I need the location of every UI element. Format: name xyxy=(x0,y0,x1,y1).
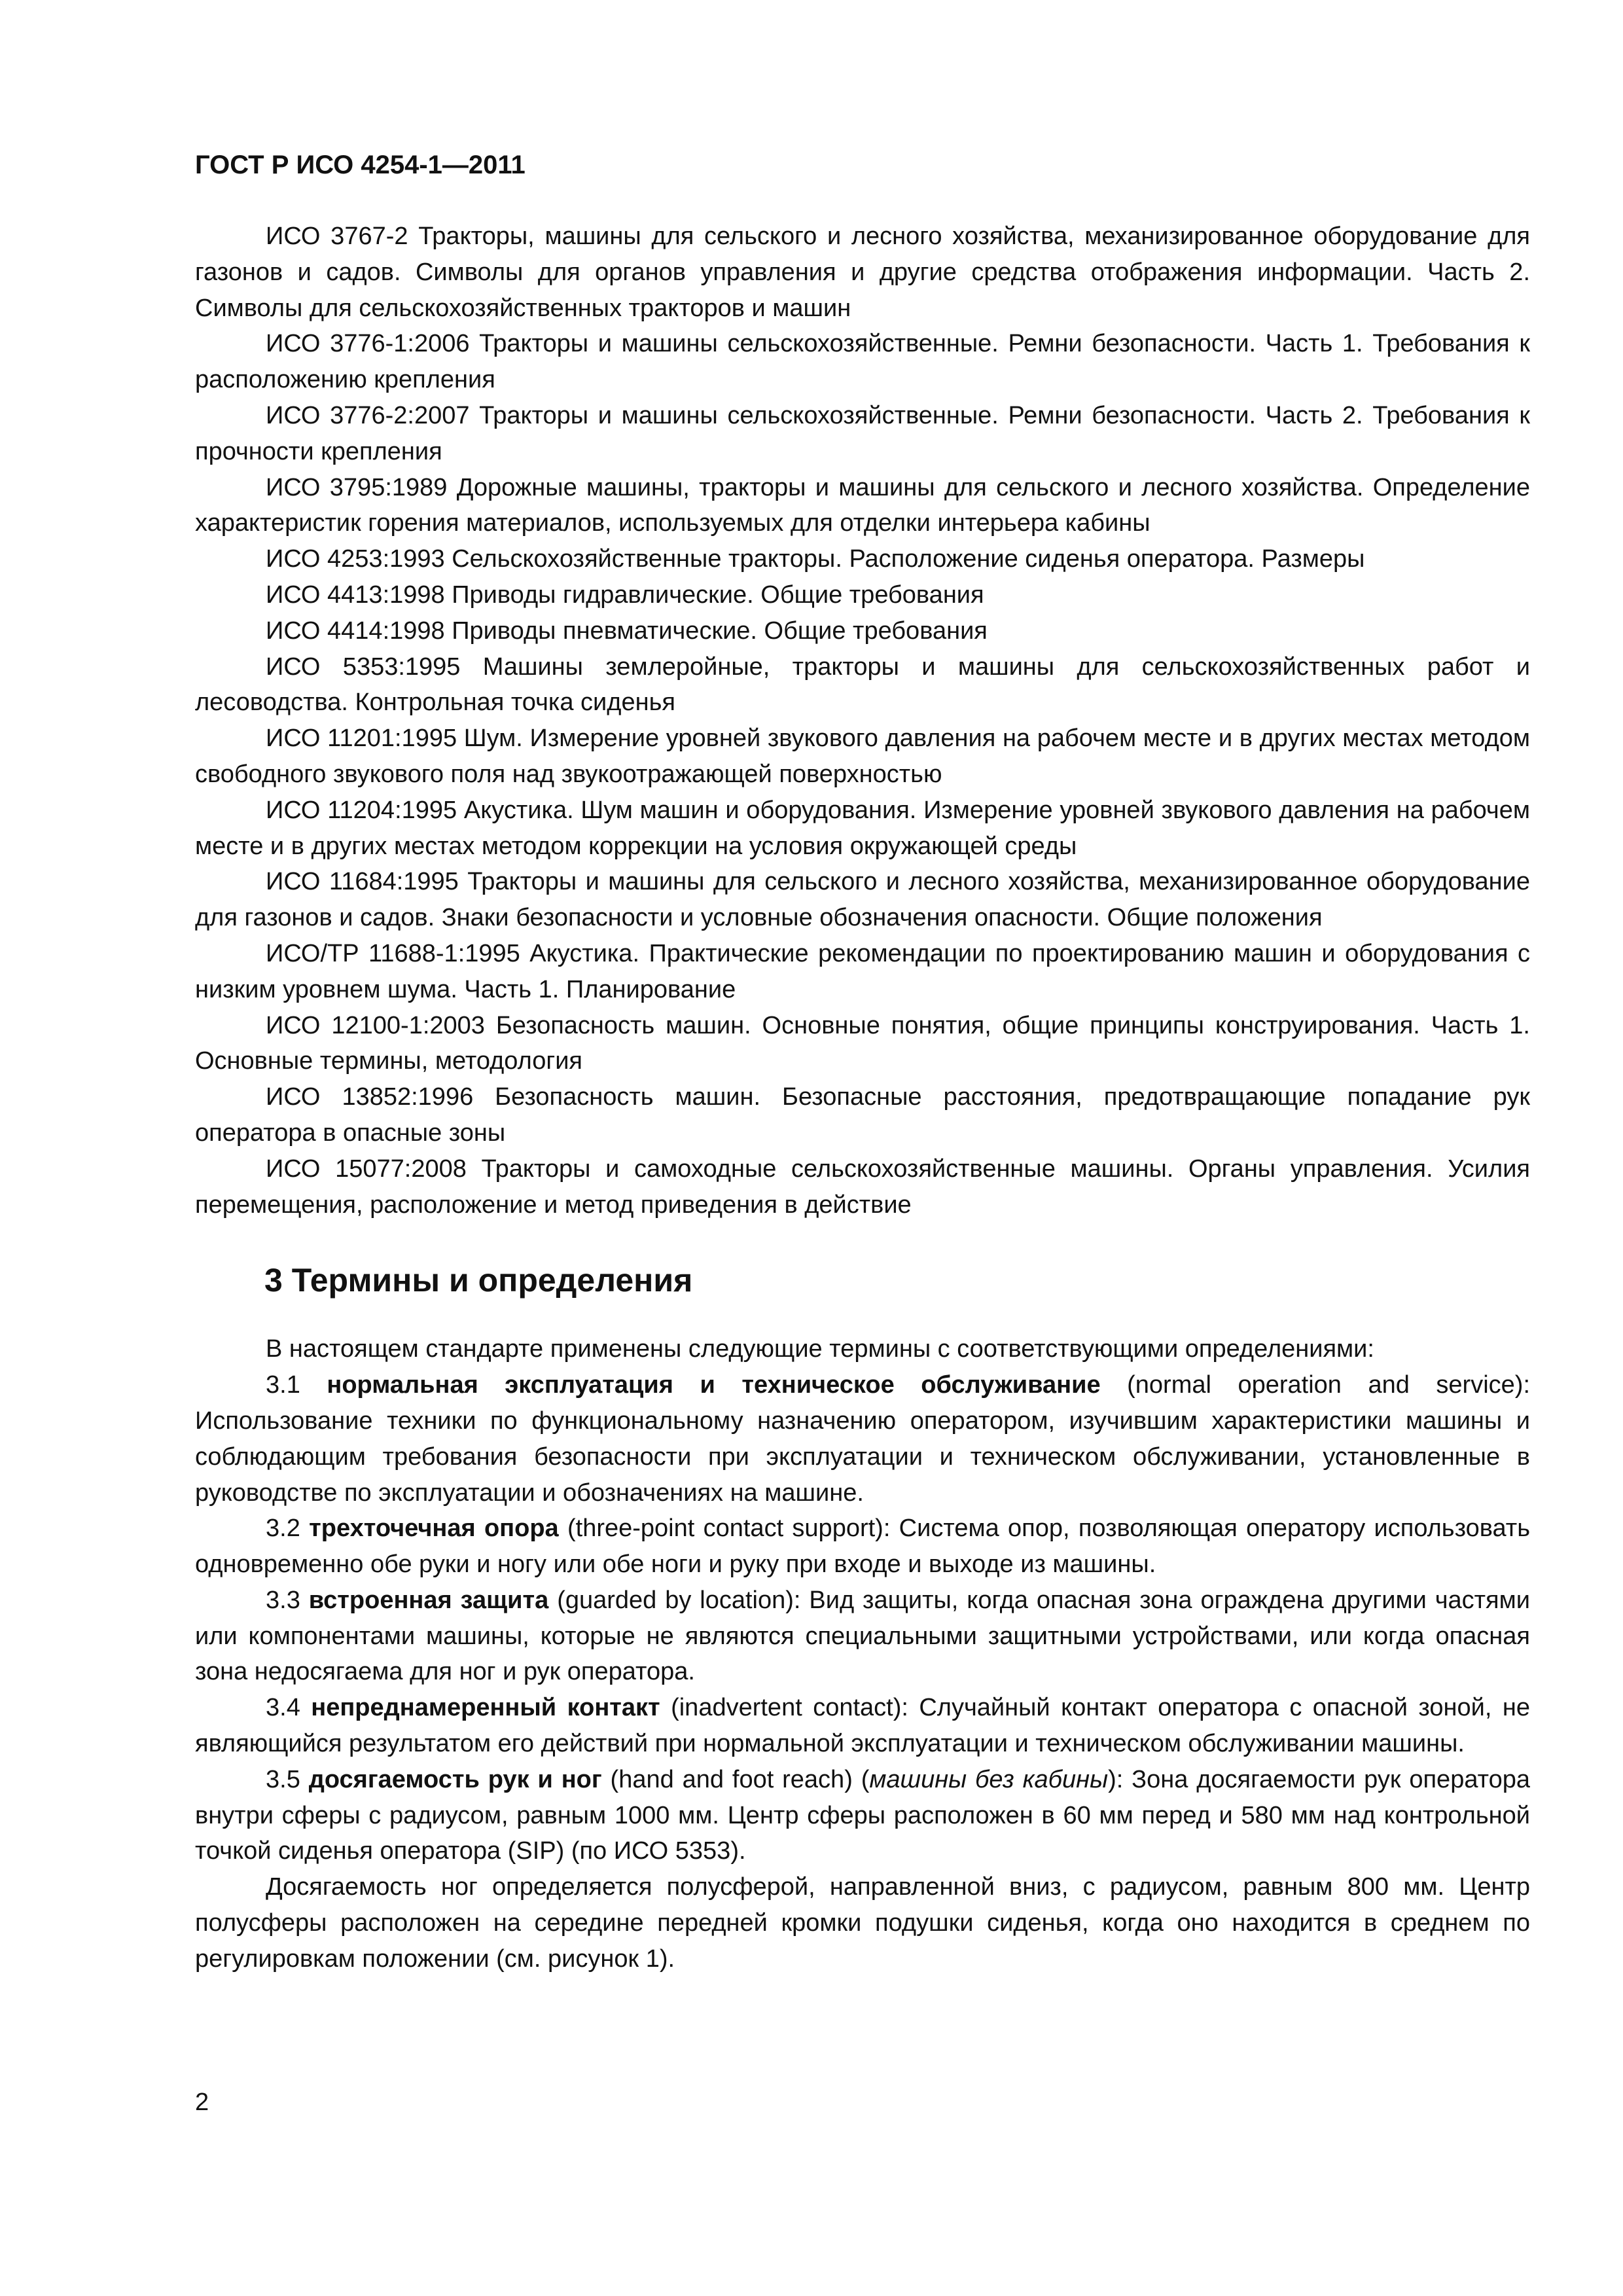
term-text: (three-point contact support): Система опор, позволяющая оператору использовать одновременно обе руки и ногу или обе ноги и руку при входе и выходе из машины. xyxy=(195,1515,1531,1579)
reference-item: ИСО 3767-2 Тракторы, машины для сельского и лесного хозяйства, механизированное оборудование для газонов и садов. Символы для органов управления и другие средства отображения информации. Часть 2. Символы для сельскохозяйственных тракторов и машин xyxy=(195,223,1530,322)
reference-item: ИСО 4413:1998 Приводы гидравлические. Общие требования xyxy=(266,581,984,609)
term-number: 3.4 xyxy=(266,1694,312,1722)
term-number: 3.3 xyxy=(266,1586,309,1614)
reference-item: ИСО/ТР 11688-1:1995 Акустика. Практические рекомендации по проектированию машин и оборудования с низким уровнем шума. Часть 1. Планирование xyxy=(195,939,1530,1003)
reference-item: ИСО 3776-1:2006 Тракторы и машины сельскохозяйственные. Ремни безопасности. Часть 1. Требования к расположению крепления xyxy=(195,330,1530,394)
term-definition-3-2 xyxy=(195,1511,1530,1583)
term-text: (guarded by location): Вид защиты, когда опасная зона ограждена другими частями или компонентами машины, которые не являются специальными защитными устройствами, или когда опасная зона недосягаема для ног и рук оператора. xyxy=(195,1586,1530,1686)
reference-item: ИСО 3776-2:2007 Тракторы и машины сельскохозяйственные. Ремни безопасности. Часть 2. Требования к прочности крепления xyxy=(195,401,1530,465)
terms-definitions xyxy=(195,1331,1530,1977)
document-page xyxy=(195,131,1530,1977)
term-text: (inadvertent contact): Случайный контакт оператора с опасной зоной, не являющийся результатом его действий при нормальной эксплуатации и техническом обслуживании машины. xyxy=(195,1694,1530,1758)
term-number: 3.1 xyxy=(266,1371,327,1399)
reference-item: ИСО 13852:1996 Безопасность машин. Безопасные расстояния, предотвращающие попадание рук оператора в опасные зоны xyxy=(195,1083,1530,1147)
section-intro: В настоящем стандарте применены следующие термины с соответствующими определениями: xyxy=(266,1335,1374,1363)
term-text: (normal operation and service): Использование техники по функциональному назначению оператором, изучившим характеристики машины и соблюдающим требования безопасности при эксплуатации и техническом обслуживании, установленные в руководстве по эксплуатации и обозначениях на машине. xyxy=(195,1371,1530,1507)
document-header: ГОСТ Р ИСО 4254-1—2011 xyxy=(195,151,526,179)
term-name: непреднамеренный контакт xyxy=(311,1694,660,1722)
term-definition-3-4 xyxy=(195,1690,1530,1762)
reference-item: ИСО 11684:1995 Тракторы и машины для сельского и лесного хозяйства, механизированное оборудование для газонов и садов. Знаки безопасности и условные обозначения опасности. Общие положения xyxy=(195,868,1530,932)
reference-item: ИСО 12100-1:2003 Безопасность машин. Основные понятия, общие принципы конструирования. Часть 1. Основные термины, методология xyxy=(195,1011,1530,1075)
term-definition-3-3 xyxy=(195,1583,1530,1690)
reference-item: ИСО 5353:1995 Машины землеройные, тракторы и машины для сельскохозяйственных работ и лесоводства. Контрольная точка сиденья xyxy=(195,653,1530,717)
reference-item: ИСО 4253:1993 Сельскохозяйственные тракторы. Расположение сиденья оператора. Размеры xyxy=(266,545,1365,573)
term-definition-3-5 xyxy=(195,1762,1530,1869)
term-english: (hand and foot reach) ( xyxy=(601,1765,870,1793)
page-number: 2 xyxy=(195,2089,209,2116)
normative-references-list xyxy=(195,219,1530,1223)
term-scope: машины без кабины xyxy=(869,1765,1109,1793)
term-text: ): Зона досягаемости рук оператора внутри сферы с радиусом, равным 1000 мм. Центр сферы расположен в 60 мм перед и 580 мм над контрольной точкой сиденья оператора (SIP) (по ИСО 5353). xyxy=(195,1765,1531,1865)
term-number: 3.2 xyxy=(266,1515,310,1543)
reference-item: ИСО 3795:1989 Дорожные машины, тракторы и машины для сельского и лесного хозяйства. Определение характеристик горения материалов, используемых для отделки интерьера кабины xyxy=(195,473,1530,537)
reference-item: ИСО 4414:1998 Приводы пневматические. Общие требования xyxy=(266,617,988,645)
term-name: встроенная защита xyxy=(308,1586,549,1614)
term-name: трехточечная опора xyxy=(309,1515,559,1543)
reference-item: ИСО 11201:1995 Шум. Измерение уровней звукового давления на рабочем месте и в других местах методом свободного звукового поля над звукоотражающей поверхностью xyxy=(195,725,1530,788)
section-title: 3 Термины и определения xyxy=(264,1262,693,1299)
foot-reach-paragraph: Досягаемость ног определяется полусферой, направленной вниз, с радиусом, равным 800 мм. Центр полусферы расположен на середине передней кромки подушки сиденья, когда оно находится в среднем по регулировкам положении (см. рисунок 1). xyxy=(195,1873,1530,1973)
reference-item: ИСО 15077:2008 Тракторы и самоходные сельскохозяйственные машины. Органы управления. Усилия перемещения, расположение и метод приведения в действие xyxy=(195,1155,1530,1219)
term-number: 3.5 xyxy=(266,1765,309,1793)
term-name: нормальная эксплуатация и техническое обслуживание xyxy=(327,1371,1101,1399)
term-definition-3-1 xyxy=(195,1367,1530,1511)
reference-item: ИСО 11204:1995 Акустика. Шум машин и оборудования. Измерение уровней звукового давления на рабочем месте и в других местах методом коррекции на условия окружающей среды xyxy=(195,796,1530,860)
term-name: досягаемость рук и ног xyxy=(308,1765,602,1793)
